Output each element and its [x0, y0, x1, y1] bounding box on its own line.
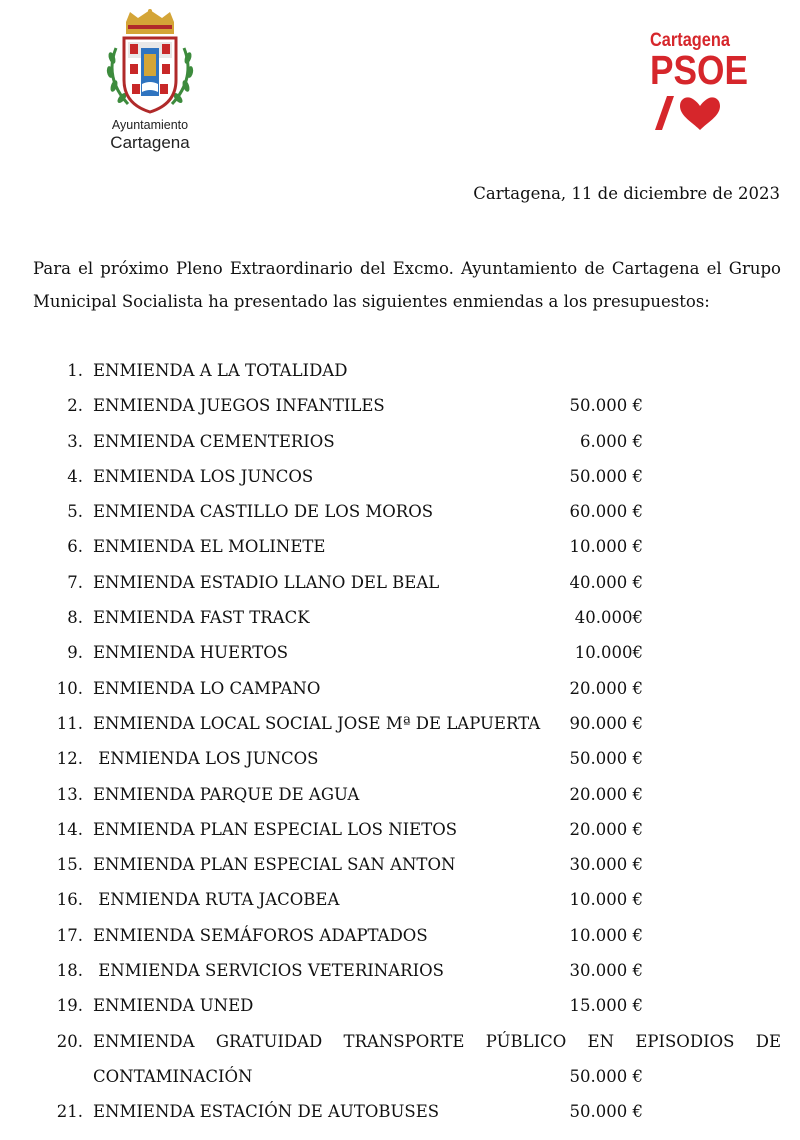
list-item — [0, 847, 800, 882]
item-amount: 50.000 € — [569, 1102, 643, 1122]
item-amount: 20.000 € — [569, 819, 643, 839]
item-label: ENMIENDA CEMENTERIOS — [93, 431, 335, 451]
item-amount: 50.000 € — [569, 396, 643, 416]
intro-paragraph: Para el próximo Pleno Extraordinario del Excmo. Ayuntamiento de Cartagena el Grupo Municipal Socialista ha presentado las siguientes enmiendas a los presupuestos: — [33, 259, 781, 311]
item-label: ENMIENDA LO CAMPANO — [93, 678, 321, 698]
item-number: 15. — [56, 855, 83, 875]
item-amount: 40.000€ — [574, 608, 643, 628]
list-item — [0, 1024, 800, 1095]
item-label: ENMIENDA LOCAL SOCIAL JOSE Mª DE LAPUERTA — [93, 713, 541, 733]
list-item — [0, 706, 800, 741]
item-number: 13. — [56, 784, 83, 804]
item-number: 6. — [67, 537, 83, 557]
slash-heart-icon — [652, 96, 722, 132]
item-amount: 10.000 € — [569, 890, 643, 910]
item-number: 9. — [67, 643, 83, 663]
party-city-label: Cartagena — [650, 30, 730, 51]
list-item — [0, 777, 800, 812]
item-amount: 20.000 € — [569, 784, 643, 804]
item-number: 2. — [67, 396, 83, 416]
list-item — [0, 600, 800, 635]
item-number: 8. — [67, 608, 83, 628]
item-label: ENMIENDA PARQUE DE AGUA — [93, 784, 360, 804]
item-amount: 10.000 € — [569, 925, 643, 945]
item-amount: 60.000 € — [569, 502, 643, 522]
list-item — [0, 988, 800, 1023]
item-label: ENMIENDA ESTADIO LLANO DEL BEAL — [93, 572, 440, 592]
item-label: ENMIENDA RUTA JACOBEA — [93, 890, 340, 910]
item-label: ENMIENDA LOS JUNCOS — [93, 466, 314, 486]
item-amount: 30.000 € — [569, 855, 643, 875]
item-label: ENMIENDA PLAN ESPECIAL SAN ANTON — [93, 855, 456, 875]
item-label: ENMIENDA A LA TOTALIDAD — [93, 361, 348, 380]
item-label: ENMIENDA CASTILLO DE LOS MOROS — [93, 502, 434, 522]
item-label: ENMIENDA SEMÁFOROS ADAPTADOS — [93, 925, 428, 945]
item-number: 7. — [67, 572, 83, 592]
list-item — [0, 918, 800, 953]
list-item — [0, 388, 800, 423]
letter-date: Cartagena, 11 de diciembre de 2023 — [473, 184, 780, 203]
list-item — [0, 1094, 800, 1129]
municipality-name-line1: Ayuntamiento — [111, 118, 189, 132]
item-number: 3. — [67, 431, 83, 451]
item-label: ENMIENDA GRATUIDAD TRANSPORTE PÚBLICO EN EPISODIOS DE — [93, 1031, 781, 1051]
list-item — [0, 671, 800, 706]
list-item — [0, 812, 800, 847]
item-number: 17. — [56, 925, 83, 945]
item-number: 4. — [67, 466, 83, 486]
item-number: 19. — [56, 996, 83, 1016]
item-amount: 50.000 € — [569, 1066, 643, 1086]
list-item — [0, 565, 800, 600]
item-amount: 50.000 € — [569, 749, 643, 769]
item-label: ENMIENDA ESTACIÓN DE AUTOBUSES — [93, 1102, 440, 1122]
item-label: ENMIENDA EL MOLINETE — [93, 537, 326, 557]
item-number: 16. — [56, 890, 83, 910]
amendments-list — [0, 353, 800, 1130]
letterhead — [0, 0, 800, 170]
list-item — [0, 494, 800, 529]
item-amount: 50.000 € — [569, 466, 643, 486]
item-label: ENMIENDA LOS JUNCOS — [93, 749, 319, 769]
coat-of-arms-icon — [98, 8, 202, 116]
item-number: 11. — [56, 713, 83, 733]
item-number: 10. — [56, 678, 83, 698]
list-item — [0, 635, 800, 670]
item-label: ENMIENDA SERVICIOS VETERINARIOS — [93, 961, 444, 981]
item-label: ENMIENDA FAST TRACK — [93, 608, 310, 628]
item-number: 18. — [56, 961, 83, 981]
list-item — [0, 529, 800, 564]
party-name-label: PSOE — [650, 47, 748, 93]
item-amount: 90.000 € — [569, 713, 643, 733]
item-label-continuation: CONTAMINACIÓN — [93, 1066, 253, 1086]
item-amount: 20.000 € — [569, 678, 643, 698]
item-amount: 30.000 € — [569, 961, 643, 981]
item-label: ENMIENDA PLAN ESPECIAL LOS NIETOS — [93, 819, 458, 839]
party-logo — [640, 30, 760, 140]
item-number: 14. — [56, 819, 83, 839]
item-amount: 6.000 € — [580, 431, 643, 451]
item-number: 1. — [67, 361, 83, 380]
item-amount: 10.000€ — [574, 643, 643, 663]
municipality-name-line2: Cartagena — [110, 133, 190, 152]
item-amount: 40.000 € — [569, 572, 643, 592]
item-number: 12. — [56, 749, 83, 769]
item-amount: 15.000 € — [569, 996, 643, 1016]
item-amount: 10.000 € — [569, 537, 643, 557]
item-number: 20. — [56, 1031, 83, 1051]
list-item — [0, 882, 800, 917]
list-item — [0, 953, 800, 988]
list-item — [0, 424, 800, 459]
item-label: ENMIENDA JUEGOS INFANTILES — [93, 396, 385, 416]
city-coat-of-arms-logo — [98, 8, 202, 160]
item-number: 21. — [56, 1102, 83, 1122]
item-number: 5. — [67, 502, 83, 522]
list-item — [0, 741, 800, 776]
item-label: ENMIENDA UNED — [93, 996, 254, 1016]
list-item — [0, 459, 800, 494]
item-label: ENMIENDA HUERTOS — [93, 643, 289, 663]
list-item — [0, 353, 800, 388]
